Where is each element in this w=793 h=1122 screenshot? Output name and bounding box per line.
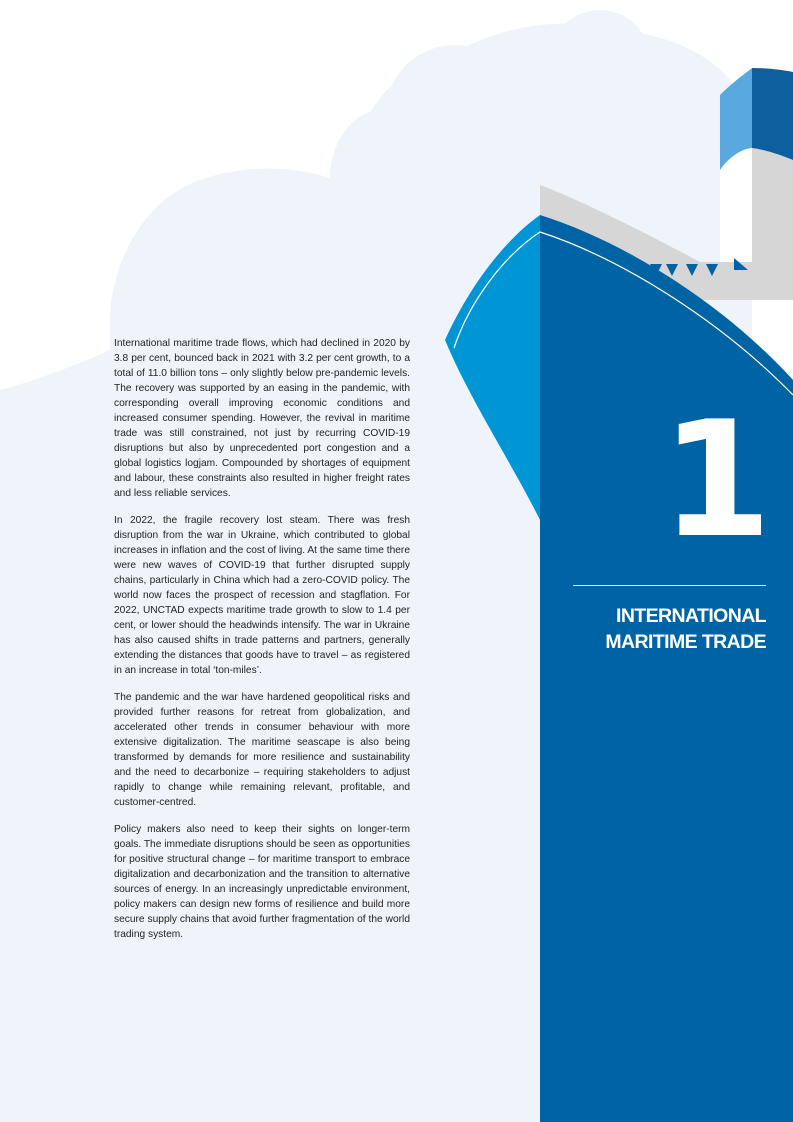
paragraph-3: The pandemic and the war have hardened geopolitical risks and provided further reasons for retreat from globalization, and accelerated other trends in consumer behaviour with more extensive digitalization. The maritime seascape is also being transformed by demands for more resilience and sustainability and the need to decarbonize – requiring stakeholders to adjust rapidly to change while remaining relevant, profitable, and customer-centred. (114, 692, 410, 808)
chapter-number: 1 (660, 386, 766, 573)
chapter-divider (573, 585, 766, 586)
ship-chimney (720, 68, 793, 270)
paragraph-4: Policy makers also need to keep their sights on longer-term goals. The immediate disruptions should be seen as opportunities for positive structural change – for maritime transport to embrace digitalization and decarbonization and the transition to alternative sources of energy. In an increasingly unpredictable environment, policy makers can design new forms of resilience and build more secure supply chains that avoid further fragmentation of the world trading system. (114, 824, 410, 940)
paragraph-1: International maritime trade flows, which had declined in 2020 by 3.8 per cent, bounced back in 2021 with 3.2 per cent growth, to a total of 11.0 billion tons – only slightly below pre-pandemic levels. The recovery was supported by an easing in the pandemic, with corresponding overall improving economic conditions and increased consumer spending. However, the revival in maritime trade was still constrained, not just by recurring COVID-19 disruptions but also by unprecedented port congestion and a global logistics logjam. Compounded by shortages of equipment and labour, these constraints also resulted in higher freight rates and less reliable services. (114, 338, 410, 499)
ship-hull (540, 215, 793, 1122)
chapter-title-line-1: INTERNATIONAL (616, 605, 766, 627)
paragraph-2: In 2022, the fragile recovery lost steam. There was fresh disruption from the war in Ukraine, which contributed to global increases in inflation and the cost of living. At the same time there were new waves of COVID-19 that further disrupted supply chains, particularly in China which had a zero-COVID policy. The world now faces the prospect of recession and stagflation. For 2022, UNCTAD expects maritime trade growth to slow to 1.4 per cent, or lower should the headwinds intensify. The war in Ukraine has also caused shifts in trade patterns and partners, generally extending the distances that goods have to travel – as registered in an increase in total ‘ton-miles’. (114, 515, 410, 676)
body-text (114, 336, 410, 954)
chapter-title-line-2: MARITIME TRADE (605, 631, 766, 653)
chapter-title (560, 603, 766, 655)
